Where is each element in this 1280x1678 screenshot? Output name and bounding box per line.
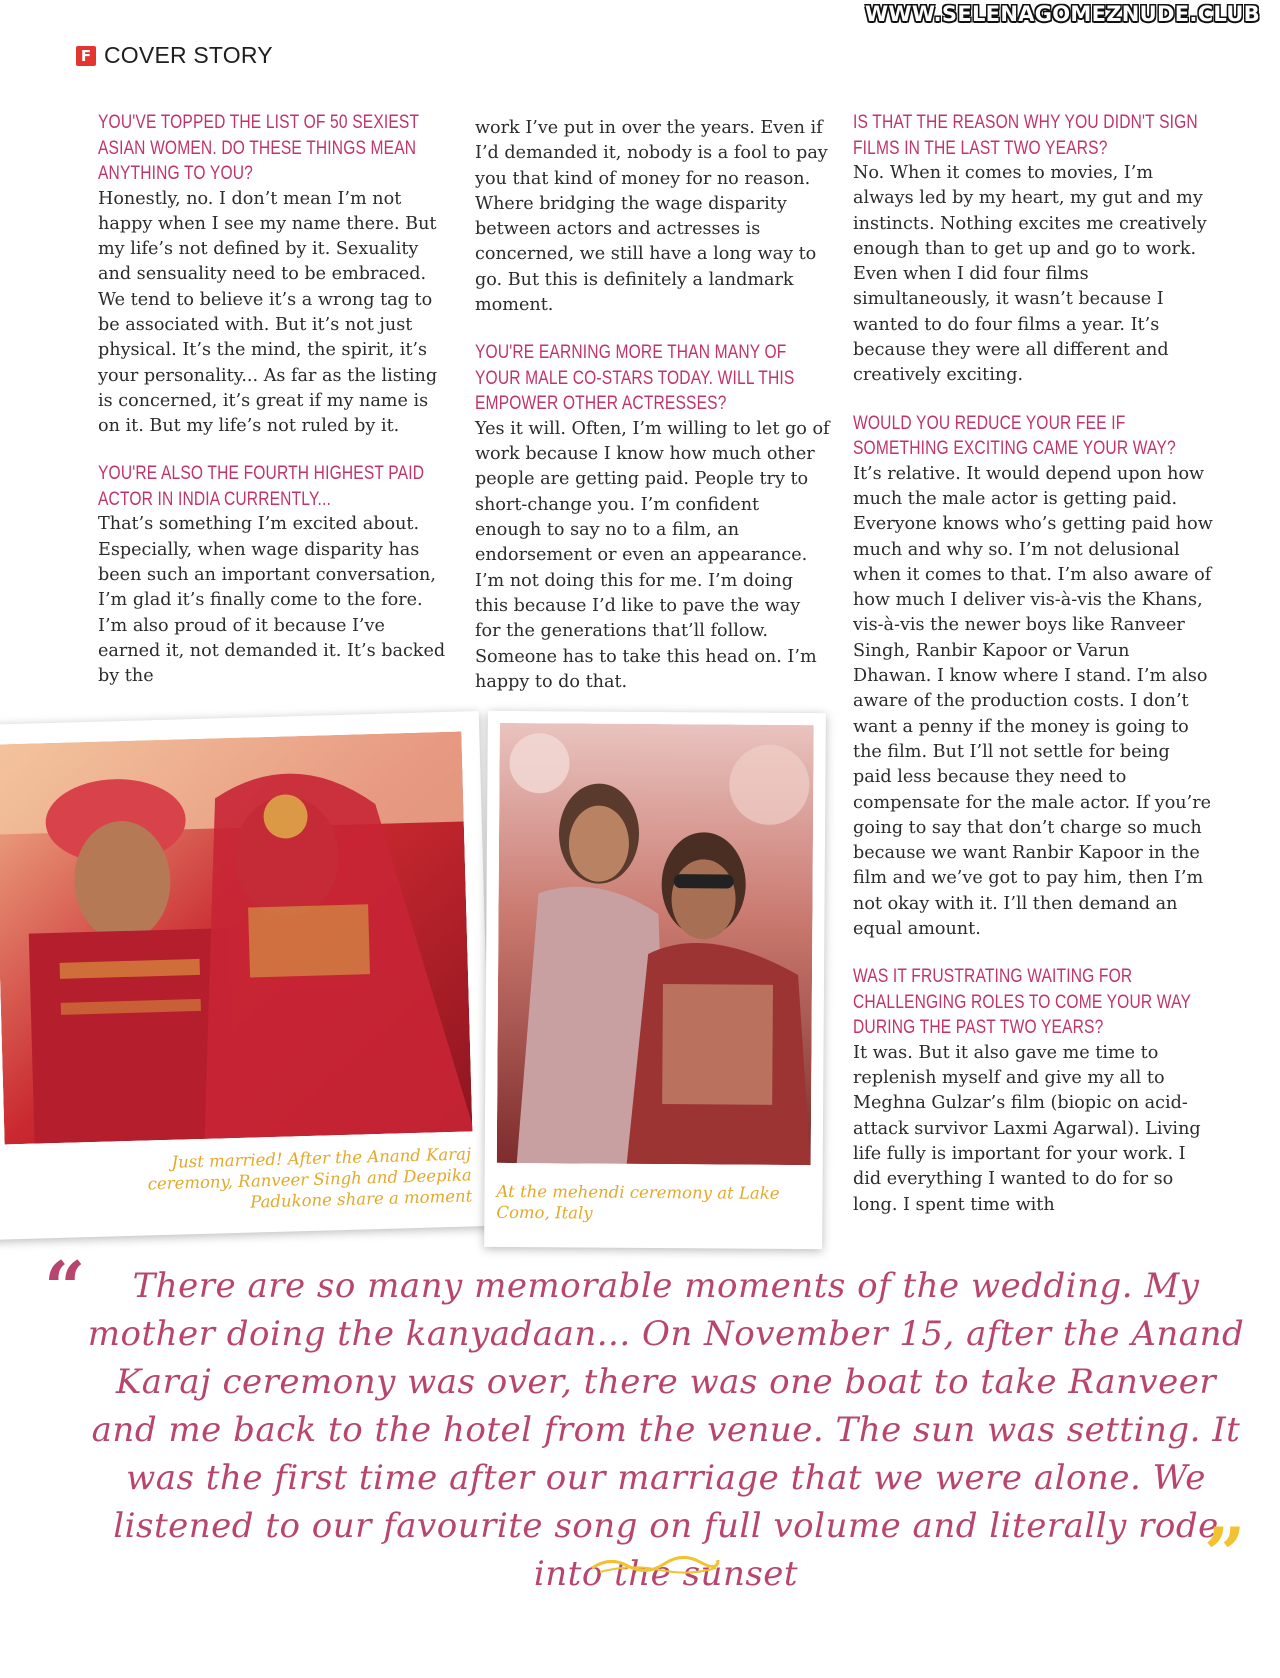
mehendi-photo-card (484, 711, 826, 1249)
spacer (853, 942, 1213, 964)
article-column-2 (475, 116, 830, 695)
mehendi-photo-caption: At the mehendi ceremony at Lake Como, Italy (496, 1181, 780, 1223)
interview-answer: It’s relative. It would depend upon how much the male actor is getting paid. Everyone knows who’s getting paid how much and why so. I’m not delusional when it comes to that. I’m also aware of how much I deliver vis-à-vis the Khans, vis-à-vis the newer boys like Ranveer Singh, Ranbir Kapoor or Varun Dhawan. I know where I stand. I’m also aware of the production costs. I don’t want a penny if the money is going to the film. But I’ll not settle for being paid less because they need to compensate for the male actor. If you’re going to say that don’t charge so much because we want Ranbir Kapoor in the film and we’ve got to pay him, then I’m not okay with it. I’ll then demand an equal amount. (853, 463, 1213, 940)
watermark-text: WWW.SELENAGOMEZNUDE.CLUB (864, 2, 1260, 26)
section-label (76, 42, 273, 69)
wedding-photo-card (0, 711, 493, 1240)
section-title: COVER STORY (104, 42, 273, 68)
close-quote-icon: ” (1204, 1511, 1246, 1596)
interview-question: YOU'RE EARNING MORE THAN MANY OF YOUR MALE CO-STARS TODAY. WILL THIS EMPOWER OTHER ACTRESSES? (475, 342, 795, 415)
interview-answer: Honestly, no. I don’t mean I’m not happy when I see my name there. But my life’s not defined by it. Sexuality and sensuality need to be embraced. We tend to believe it’s a wrong tag to be associated with. But it’s not just physical. It’s the mind, the spirit, it’s your personality... As far as the listing is concerned, it’s great if my name is on it. But my life’s not ruled by it. (98, 188, 438, 437)
open-quote-icon: “ (44, 1245, 86, 1330)
spacer (98, 439, 450, 461)
article-column-1 (98, 110, 450, 690)
squiggle-divider (590, 1550, 720, 1576)
interview-answer: Yes it will. Often, I’m willing to let go of work because I know how much other people are getting paid. People try to short-change you. I’m confident enough to say no to a film, an endorsement or even an appearance. I’m not doing this for me. I’m doing this because I’d like to pave the way for the generations that’ll follow. Someone has to take this head on. I’m happy to do that. (475, 418, 830, 692)
interview-question: WOULD YOU REDUCE YOUR FEE IF SOMETHING EXCITING CAME YOUR WAY? (853, 412, 1176, 460)
wedding-photo-caption: Just married! After the Anand Karaj ceremony, Ranveer Singh and Deepika Padukone share a moment (147, 1144, 473, 1212)
spacer (853, 389, 1213, 411)
wedding-photo (0, 732, 472, 1145)
mehendi-photo (497, 723, 814, 1165)
interview-answer: No. When it comes to movies, I’m always led by my heart, my gut and my instincts. Nothing excites me creatively enough than to get up and go to work. Even when I did four films simultaneously, it wasn’t because I wanted to do four films a year. It’s because they were all different and creatively exciting. (853, 163, 1207, 386)
article-column-3 (853, 110, 1213, 1218)
interview-question: YOU'RE ALSO THE FOURTH HIGHEST PAID ACTOR IN INDIA CURRENTLY... (98, 463, 425, 510)
pull-quote: There are so many memorable moments of the wedding. My mother doing the kanyadaan... On November 15, after the Anand Karaj ceremony was over, there was one boat to take Ranveer and me back to the hotel from the venue. The sun was setting. It was the first time after our marriage that we were alone. We listened to our favourite song on full volume and literally rode into the sunset (87, 1266, 1245, 1594)
interview-question: WAS IT FRUSTRATING WAITING FOR CHALLENGING ROLES TO COME YOUR WAY DURING THE PAST TWO YEARS? (853, 966, 1191, 1039)
interview-answer: That’s something I’m excited about. Especially, when wage disparity has been such an important conversation, I’m glad it’s finally come to the fore. I’m also proud of it because I’ve earned it, not demanded it. It’s backed by the (98, 514, 446, 687)
interview-question: IS THAT THE REASON WHY YOU DIDN'T SIGN FILMS IN THE LAST TWO YEARS? (853, 112, 1198, 159)
brand-f-icon: F (76, 46, 96, 66)
interview-answer: It was. But it also gave me time to replenish myself and give my all to Meghna Gulzar’s film (biopic on acid-attack survivor Laxmi Agarwal). Living life fully is important for your work. I did everything I wanted to do for so long. I spent time with (853, 1042, 1201, 1215)
spacer (475, 318, 830, 340)
interview-answer: work I’ve put in over the years. Even if I’d demanded it, nobody is a fool to pay you that kind of money for no reason. Where bridging the wage disparity between actors and actresses is concerned, we still have a long way to go. But this is definitely a landmark moment. (475, 118, 828, 316)
interview-question: YOU'VE TOPPED THE LIST OF 50 SEXIEST ASIAN WOMEN. DO THESE THINGS MEAN ANYTHING TO YOU? (98, 112, 419, 184)
